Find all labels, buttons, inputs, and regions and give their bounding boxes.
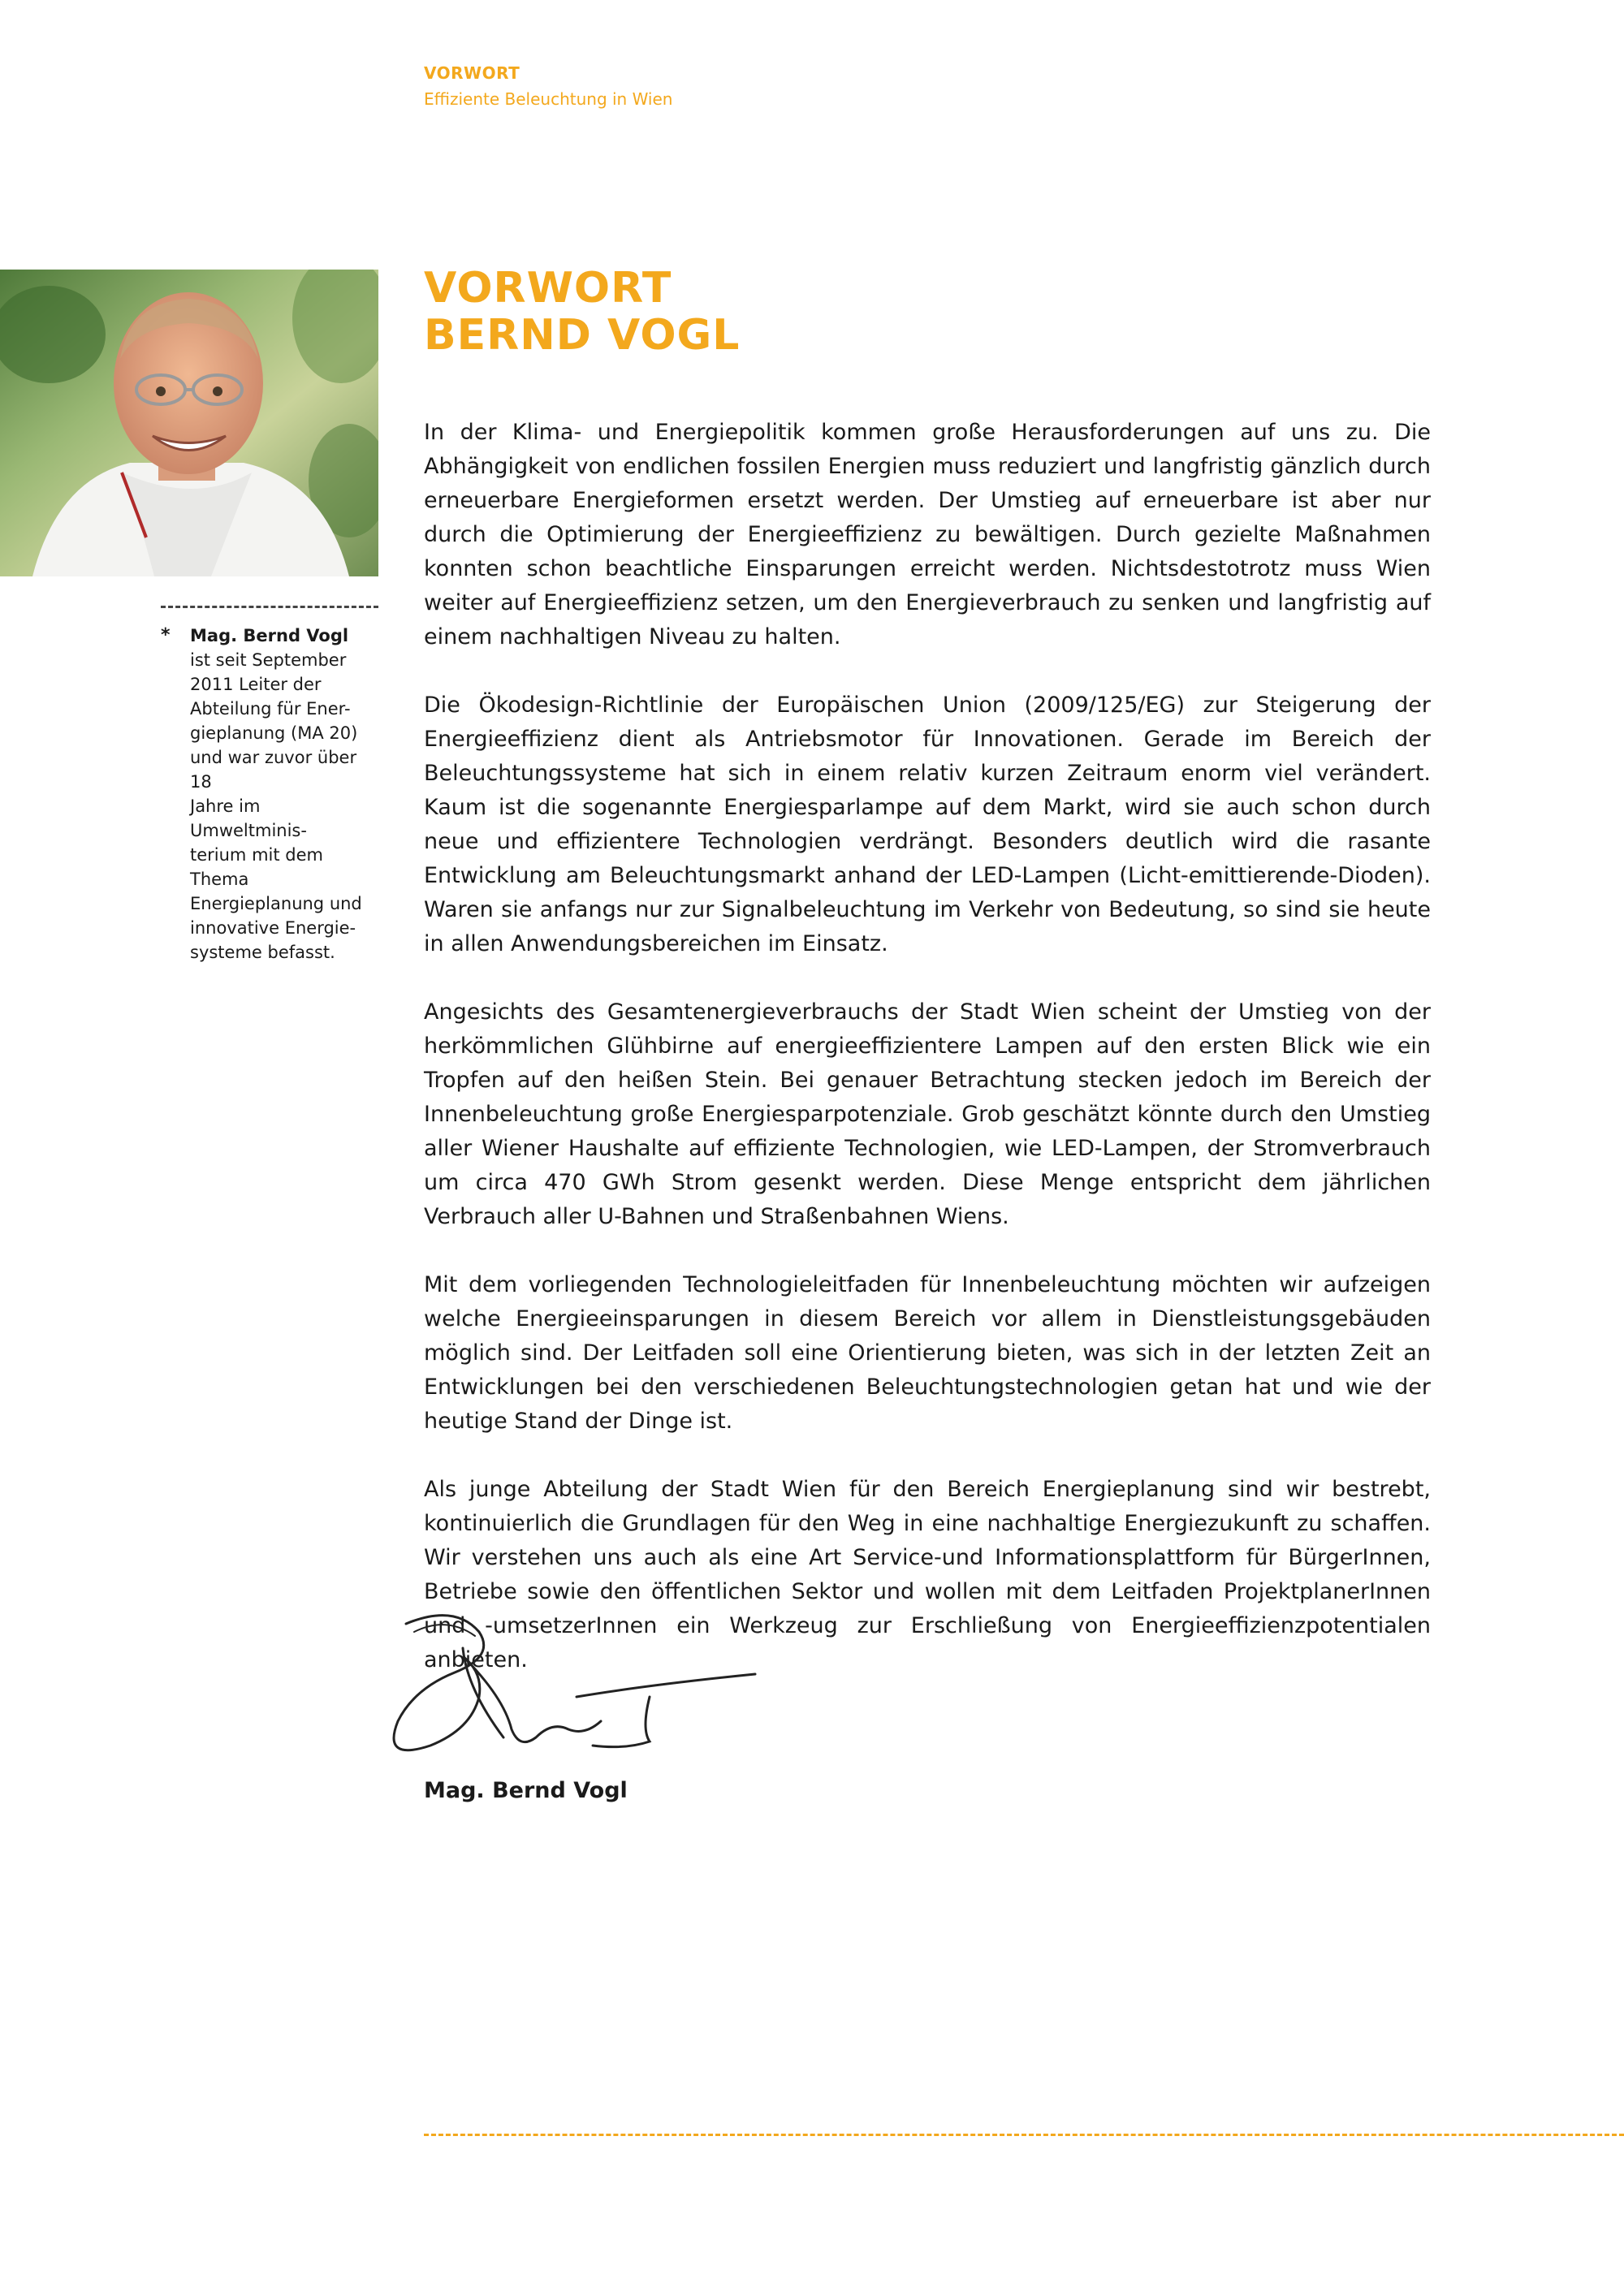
footer-divider [424, 2134, 1624, 2136]
header-subtitle: Effiziente Beleuchtung in Wien [424, 89, 673, 109]
signature-name: Mag. Bernd Vogl [424, 1778, 628, 1803]
paragraph: Die Ökodesign-Richtlinie der Europäischen Union (2009/125/EG) zur Steigerung der Energieeffizienz dient als Antriebsmotor für Innovationen. Gerade im Bereich der Beleuchtungssysteme hat sich in einem relativ kurzen Zeitraum enorm viel verändert. Kaum ist die sogenannte Energiesparlampe auf dem Markt, wird sie auch schon durch neue und effizientere Technologien verdrängt. Besonders deutlich wird die rasante Entwicklung am Beleuchtungsmarkt anhand der LED-Lampen (Licht-emittierende-Dioden). Waren sie anfangs nur zur Signalbeleuchtung im Verkehr von Bedeutung, so sind sie heute in allen Anwendungsbereichen im Einsatz. [424, 693, 1431, 956]
paragraph: In der Klima- und Energiepolitik kommen große Herausforderungen auf uns zu. Die Abhängigkeit von endlichen fossilen Energien muss reduziert und langfristig gänzlich durch erneuerbare Energieformen ersetzt werden. Der Umstieg auf erneuerbare ist aber nur durch die Optimierung der Energieeffizienz zu bewältigen. Durch gezielte Maßnahmen konnten schon beachtliche Einsparungen erreicht werden. Nichtsdestotrotz muss Wien weiter auf Energieeffizienz setzen, um den Energieverbrauch zu senken und langfristig auf einem nachhaltigen Niveau zu halten. [424, 420, 1431, 650]
page-title [424, 265, 740, 359]
caption-text: ist seit September 2011 Leiter der Abteilung für Ener- gieplanung (MA 20) und war zuvor über 18 Jahre im Umweltminis- terium mit dem Thema Energieplanung und innovative Energie- systeme befasst. [190, 650, 362, 962]
caption-marker: * [161, 625, 171, 645]
header-kicker: VORWORT [424, 63, 520, 83]
handwritten-signature [382, 1608, 804, 1762]
caption-divider [161, 606, 378, 608]
paragraph: Angesichts des Gesamtenergieverbrauchs der Stadt Wien scheint der Umstieg von der herkömmlichen Glühbirne auf energieeffizientere Lampen auf den ersten Blick wie ein Tropfen auf den heißen Stein. Bei genauer Betrachtung stecken jedoch im Bereich der Innenbeleuchtung große Energiesparpotenziale. Grob geschätzt könnte durch den Umstieg aller Wiener Haushalte auf effiziente Technologien, wie LED-Lampen, der Stromverbrauch um circa 470 GWh Strom gesenkt werden. Diese Menge entspricht dem jährlichen Verbrauch aller U-Bahnen und Straßenbahnen Wiens. [424, 999, 1431, 1229]
title-line-2: BERND VOGL [424, 311, 741, 360]
paragraph: Als junge Abteilung der Stadt Wien für den Bereich Energieplanung sind wir bestrebt, kontinuierlich die Grundlagen für den Weg in eine nachhaltige Energiezukunft zu schaffen. Wir verstehen uns auch als eine Art Service-und Informationsplattform für BürgerInnen, Betriebe sowie den öffentlichen Sektor und wollen mit dem Leitfaden ProjektplanerInnen und -umsetzerInnen ein Werkzeug zur Erschließung von Energieeffizienzpotentialen anbieten. [424, 1477, 1431, 1672]
photo-caption [161, 624, 380, 965]
body-text [424, 416, 1431, 1711]
paragraph: Mit dem vorliegenden Technologieleitfaden für Innenbeleuchtung möchten wir aufzeigen welche Energieeinsparungen in diesem Bereich vor allem in Dienstleistungsgebäuden möglich sind. Der Leitfaden soll eine Orientierung bieten, was sich in der letzten Zeit an Entwicklungen bei den verschiedenen Beleuchtungstechnologien getan hat und wie der heutige Stand der Dinge ist. [424, 1272, 1431, 1434]
caption-name: Mag. Bernd Vogl [190, 626, 349, 645]
portrait-photo [0, 270, 378, 576]
title-line-1: VORWORT [424, 264, 672, 313]
